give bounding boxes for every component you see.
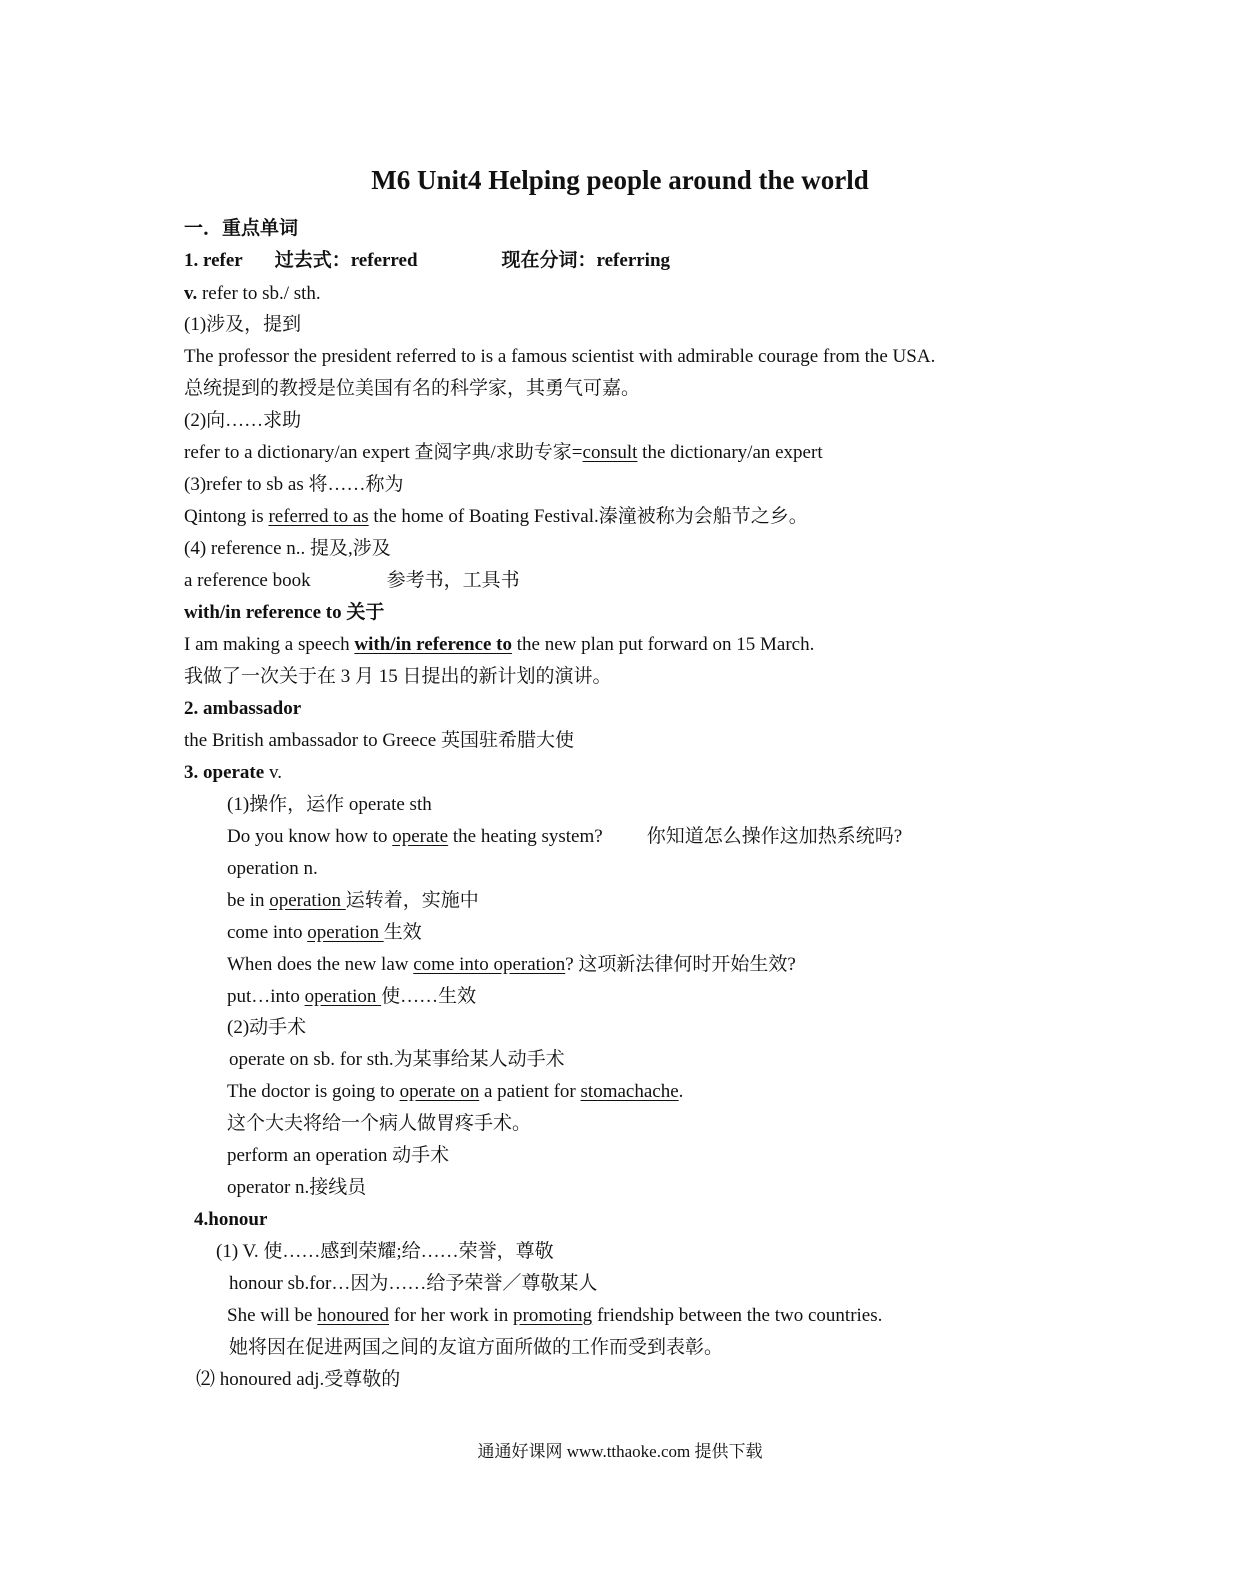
word-1-past: 过去式：referred: [274, 250, 418, 271]
underlined-segment: operation: [269, 890, 346, 911]
word-3-pos: v.: [264, 762, 282, 783]
word-3-phrase-1: [227, 888, 479, 914]
word-3-heading: [184, 760, 282, 786]
underlined-segment: operate on: [399, 1081, 480, 1102]
text-segment: a reference book: [184, 570, 311, 591]
word-2-example: the British ambassador to Greece 英国驻希腊大使: [184, 730, 574, 751]
text-segment: a patient for: [479, 1081, 581, 1102]
underlined-segment: operation: [304, 986, 382, 1007]
text-segment: be in: [227, 890, 270, 911]
underlined-segment: with/in reference to: [354, 634, 512, 655]
word-1-pattern: [184, 281, 321, 307]
text-segment: ? 这项新法律何时开始生效?: [565, 954, 796, 975]
word-2-heading: 2. ambassador: [184, 698, 302, 719]
word-1-example-3: [184, 504, 808, 530]
text-segment: for her work in: [389, 1305, 514, 1326]
text-segment: refer to a dictionary/an expert 查阅字典/求助专家=: [184, 442, 583, 463]
text-segment: 生效: [383, 922, 422, 943]
underlined-segment: honoured: [317, 1305, 390, 1326]
word-3-phrase-4: operate on sb. for sth.为某事给某人动手术: [229, 1049, 565, 1070]
text-segment: She will be: [227, 1305, 318, 1326]
word-1-example-4-zh: 我做了一次关于在 3 月 15 日提出的新计划的演讲。: [184, 666, 612, 687]
word-3-noun: operation n.: [227, 858, 318, 879]
word-3-phrase-5: perform an operation 动手术: [227, 1145, 450, 1166]
word-1-example-1-zh: 总统提到的教授是位美国有名的科学家，其勇气可嘉。: [184, 378, 641, 399]
text-segment: the dictionary/an expert: [637, 442, 823, 463]
word-1-heading: [184, 248, 670, 274]
text-segment: 使……生效: [381, 986, 477, 1007]
underlined-segment: referred to as: [268, 506, 369, 527]
word-1-phrase: with/in reference to 关于: [184, 602, 385, 623]
underlined-segment: stomachache: [580, 1081, 679, 1102]
word-1-meaning-3: (3)refer to sb as 将……称为: [184, 474, 404, 495]
word-3-example-1: [227, 824, 902, 850]
word-1-meaning-1: (1)涉及，提到: [184, 314, 302, 335]
word-1-meaning-4: (4) reference n.. 提及,涉及: [184, 538, 391, 559]
underlined-segment: come into operation: [413, 954, 566, 975]
text-segment: When does the new law: [227, 954, 414, 975]
text-segment: the home of Boating Festival.溱潼被称为会船节之乡。: [368, 506, 808, 527]
text-segment: the heating system?: [448, 826, 603, 847]
text-segment: Qintong is: [184, 506, 269, 527]
word-4-meaning-1: (1) V. 使……感到荣耀;给……荣誉，尊敬: [216, 1241, 554, 1262]
word-4-heading: 4.honour: [194, 1209, 268, 1230]
text-segment: put…into: [227, 986, 305, 1007]
word-1-present-participle: 现在分词：referring: [501, 250, 671, 271]
word-1-pattern-text: refer to sb./ sth.: [197, 283, 321, 304]
underlined-segment: consult: [582, 442, 638, 463]
underlined-segment: operation: [307, 922, 384, 943]
word-4-example-1-en: [227, 1303, 882, 1329]
word-3-phrase-6: operator n.接线员: [227, 1177, 367, 1198]
word-4-meaning-2: ⑵ honoured adj.受尊敬的: [196, 1369, 401, 1390]
page-title: M6 Unit4 Helping people around the world: [371, 165, 869, 195]
word-1-reference-book: [184, 568, 520, 594]
word-1-pos: v.: [184, 283, 198, 304]
word-1-example-2: [184, 440, 823, 466]
text-segment: friendship between the two countries.: [592, 1305, 883, 1326]
word-4-example-1-zh: 她将因在促进两国之间的友谊方面所做的工作而受到表彰。: [229, 1337, 724, 1358]
text-segment: The doctor is going to: [227, 1081, 400, 1102]
word-4-phrase-1: honour sb.for…因为……给予荣誉／尊敬某人: [229, 1273, 598, 1294]
text-segment: the new plan put forward on 15 March.: [512, 634, 815, 655]
section-heading: 一．重点单词: [184, 218, 299, 239]
word-3-meaning-2: (2)动手术: [227, 1017, 307, 1038]
word-3-phrase-3: [227, 984, 476, 1010]
word-3-example-2: [227, 952, 796, 978]
word-3-example-3-en: [227, 1079, 683, 1105]
text-segment: 参考书，工具书: [386, 570, 520, 591]
text-segment: 运转着，实施中: [345, 890, 479, 911]
text-segment: I am making a speech: [184, 634, 355, 655]
word-1-meaning-2: (2)向……求助: [184, 410, 302, 431]
word-3-example-3-zh: 这个大夫将给一个病人做胃疼手术。: [227, 1113, 532, 1134]
text-segment: come into: [227, 922, 308, 943]
word-1-example-4-en: [184, 632, 814, 658]
page-footer: 通通好课网 www.tthaoke.com 提供下载: [477, 1442, 763, 1461]
word-1-head: 1. refer: [184, 250, 243, 271]
word-3-phrase-2: [227, 920, 422, 946]
underlined-segment: promoting: [513, 1305, 593, 1326]
word-3-meaning-1: (1)操作，运作 operate sth: [227, 794, 432, 815]
word-3-head: 3. operate: [184, 762, 265, 783]
word-1-example-1-en: The professor the president referred to is a famous scientist with admirable courage from the USA.: [184, 346, 936, 367]
underlined-segment: operate: [392, 826, 449, 847]
text-segment: 你知道怎么操作这加热系统吗?: [646, 826, 903, 847]
text-segment: .: [678, 1081, 684, 1102]
text-segment: Do you know how to: [227, 826, 393, 847]
